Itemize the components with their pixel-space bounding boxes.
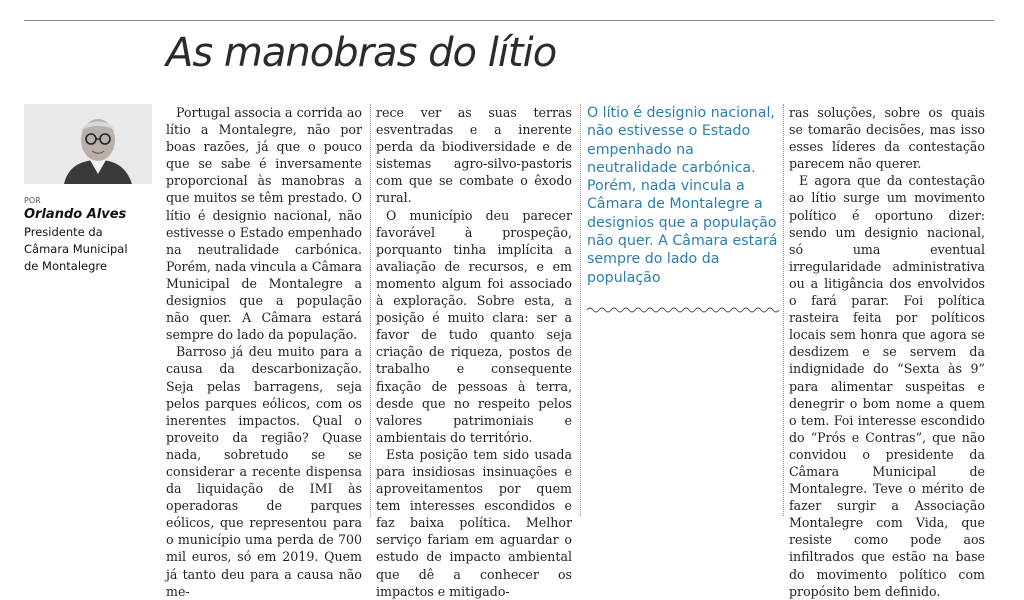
author-name: Orlando Alves — [24, 207, 127, 222]
byline-label: POR — [24, 196, 41, 205]
article-headline: As manobras do lítio — [166, 30, 557, 76]
column-divider — [370, 104, 371, 516]
column-divider — [580, 104, 581, 516]
paragraph: ras soluções, sobre os quais se tomarão decisões, mas isso esses líderes da contestação parecem não querer. — [789, 105, 985, 172]
paragraph: Portugal associa a corrida ao lítio a Montalegre, não por boas razões, já que o pouco que se sabe é inversamente proporcional às manobras a que muitos se têm prestado. O lítio é designio nacional, não estivesse o Estado empenhado na neutralidade carbónica. Porém, nada vincula a Câmara Municipal de Montalegre a designios que a população não quer. A Câmara estará sempre do lado da população. — [166, 105, 362, 343]
top-rule — [24, 20, 994, 21]
paragraph: Esta posição tem sido usada para insidiosas insinuações e aproveitamentos por quem tem interesses escondidos e faz baixa política. Melhor serviço fariam em aguardar o estudo de impacto ambiental que dê a conhecer os impactos e mitigado- — [376, 446, 572, 599]
wavy-divider — [587, 304, 782, 316]
author-photo — [24, 104, 152, 184]
paragraph: E agora que da contestação ao lítio surge um movimento político é oportuno dizer: sendo um designio nacional, só uma eventual irregularidade administrativa ou a litigância dos envolvidos o fará parar. Foi política rasteira feita por políticos locais sem honra que agora se desdizem e se servem da indignidade do “Sexta às 9” para alimentar suspeitas e denegrir o bom nome a quem o tem. Foi interesse escondido do “Prós e Contras”, que não convidou o presidente da Câmara Municipal de Montalegre. Teve o mérito de fazer surgir a Associação Montalegre com Vida, que resiste como pode aos infiltrados que estão na base do movimento político com propósito bem definido. — [789, 173, 985, 599]
paragraph: O município deu parecer favorável à prospeção, porquanto tinha implícita a avaliação de recursos, e em momento algum foi associado à exploração. Sobre esta, a posição é muito clara: ser a favor de tudo quanto seja criação de riqueza, postos de trabalho e consequente fixação de pessoas à terra, desde que no respeito pelos valores patrimoniais e ambientais do território. — [376, 207, 572, 445]
article-column-4 — [789, 104, 985, 599]
column-divider — [783, 104, 784, 516]
author-box — [24, 104, 152, 275]
paragraph: rece ver as suas terras esventradas e a inerente perda da biodiversidade e de sistemas agro-silvo-pastoris com que se combate o êxodo rural. — [376, 105, 572, 206]
article-column-1 — [166, 104, 362, 599]
author-role: Presidente da Câmara Municipal de Montalegre — [24, 225, 128, 273]
pull-quote: O lítio é designio nacional, não estivesse o Estado empenhado na neutralidade carbónica. Porém, nada vincula a Câmara de Montalegre a designios que a população não quer. A Câmara estará sempre do lado da população — [587, 105, 778, 286]
article-column-2 — [376, 104, 572, 599]
author-portrait-icon — [24, 104, 152, 184]
paragraph: Barroso já deu muito para a causa da descarbonização. Seja pelas barragens, seja pelos parques eólicos, com os inerentes impactos. Qual o proveito da região? Quase nada, sobretudo se se considerar a recente dispensa da liquidação de IMI às operadoras de parques eólicos, que representou para o município uma perda de 700 mil euros, só em 2019. Quem já tanto deu para a causa não me- — [166, 344, 362, 599]
